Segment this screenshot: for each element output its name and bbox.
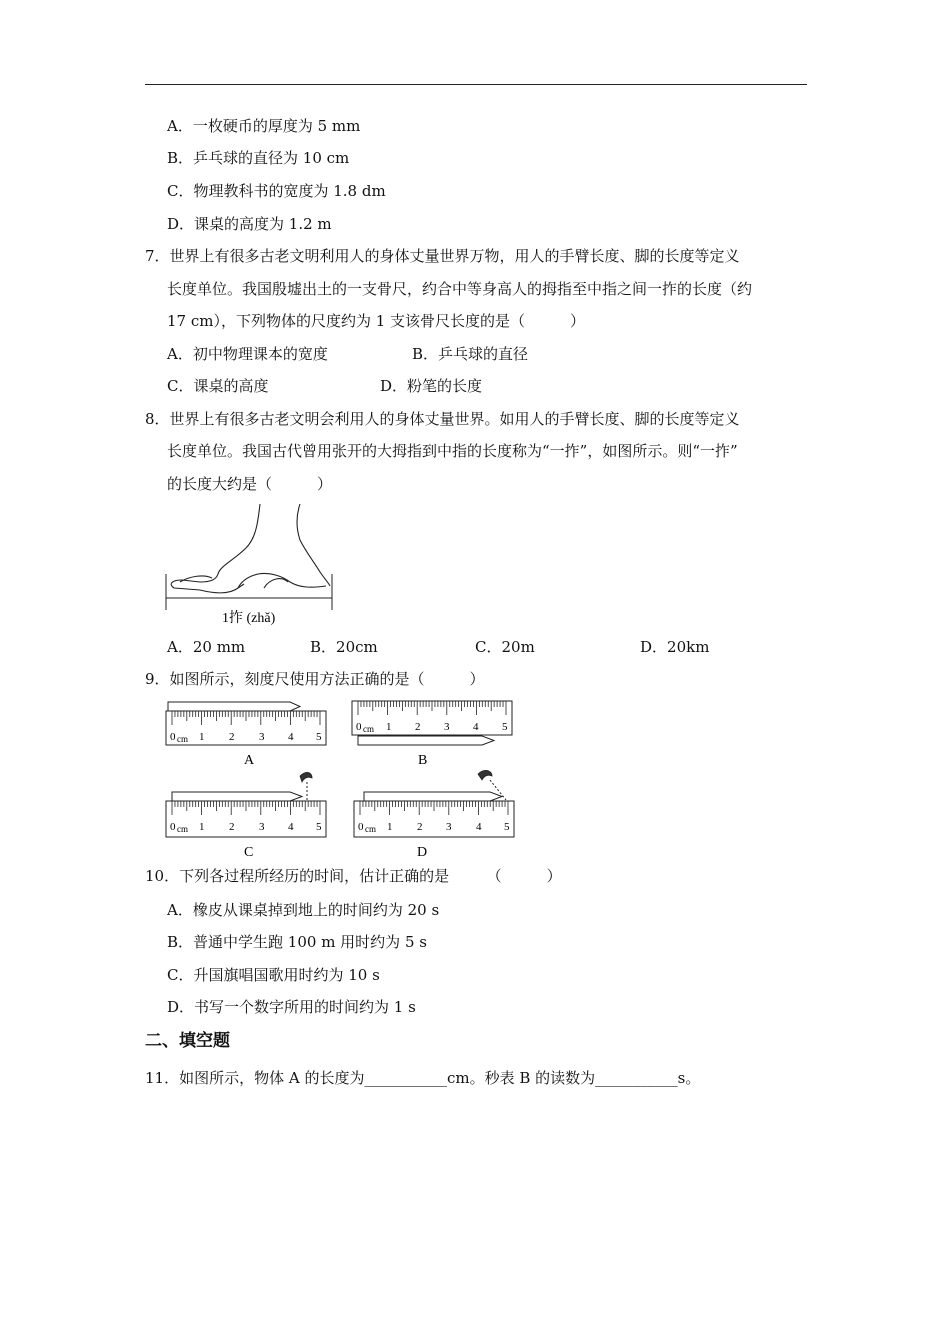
q8-stem-line-1: 8．世界上有很多古老文明会利用人的身体丈量世界。如用人的手臂长度、脚的长度等定义 — [145, 410, 740, 428]
q10-option-b: B．普通中学生跑 100 m 用时约为 5 s — [167, 933, 427, 951]
q10-option-c: C．升国旗唱国歌用时约为 10 s — [167, 966, 380, 984]
panel-c-pencil — [172, 792, 302, 801]
panel-a-1: 1 — [199, 731, 205, 743]
q6-option-a: A．一枚硬币的厚度为 5 mm — [167, 117, 361, 135]
hand-span-figure — [160, 502, 340, 632]
ruler-usage-figure — [160, 694, 530, 864]
panel-b-1: 1 — [386, 721, 392, 733]
q7-stem-line-1: 7．世界上有很多古老文明利用人的身体丈量世界万物，用人的手臂长度、脚的长度等定义 — [145, 247, 740, 265]
header-rule — [145, 84, 807, 85]
q8-option-b: B．20cm — [310, 638, 378, 656]
q6-option-b: B．乒乓球的直径为 10 cm — [167, 149, 350, 167]
panel-b-2: 2 — [415, 721, 421, 733]
panel-d-4: 4 — [476, 821, 482, 833]
panel-b-zero: 0 — [356, 721, 362, 733]
q8-stem-line-3: 的长度大约是（ ） — [167, 475, 333, 493]
q7-option-d: D．粉笔的长度 — [380, 377, 483, 395]
panel-c-1: 1 — [199, 821, 205, 833]
q7-option-b: B．乒乓球的直径 — [412, 345, 529, 363]
panel-a-2: 2 — [229, 731, 235, 743]
hand-drawing — [171, 504, 330, 593]
panel-c-label: C — [244, 845, 254, 860]
panel-a — [166, 702, 326, 768]
panel-c-zero: 0 — [170, 821, 176, 833]
q6-option-c: C．物理教科书的宽度为 1.8 dm — [167, 182, 386, 200]
panel-a-4: 4 — [288, 731, 294, 743]
q7-option-a: A．初中物理课本的宽度 — [167, 345, 328, 363]
panel-b-unit: cm — [363, 724, 374, 734]
panel-d — [354, 770, 514, 860]
panel-c-4: 4 — [288, 821, 294, 833]
q8-stem-line-2: 长度单位。我国古代曾用张开的大拇指到中指的长度称为“一拃”，如图所示。则“一拃” — [167, 442, 738, 460]
panel-d-label: D — [417, 845, 428, 860]
panel-d-1: 1 — [387, 821, 393, 833]
q7-stem-line-3: 17 cm），下列物体的尺度约为 1 支该骨尺长度的是（ ） — [167, 312, 586, 330]
panel-b-label: B — [418, 753, 428, 768]
panel-b-pencil — [358, 736, 494, 745]
panel-d-3: 3 — [446, 821, 452, 833]
panel-b — [352, 701, 512, 768]
q11-stem: 11．如图所示，物体 A 的长度为___________cm。秒表 B 的读数为___________s。 — [145, 1069, 701, 1087]
panel-c-eye-icon — [300, 772, 312, 782]
panel-c-unit: cm — [177, 824, 188, 834]
q9-stem: 9．如图所示，刻度尺使用方法正确的是（ ） — [145, 670, 485, 688]
panel-a-pencil — [168, 702, 300, 711]
panel-a-unit: cm — [177, 734, 188, 744]
span-label: 1拃 (zhǎ) — [222, 611, 276, 626]
panel-c — [166, 772, 326, 860]
q8-option-d: D．20km — [640, 638, 710, 656]
panel-d-zero: 0 — [358, 821, 364, 833]
panel-d-unit: cm — [365, 824, 376, 834]
panel-a-zero: 0 — [170, 731, 176, 743]
panel-b-4: 4 — [473, 721, 479, 733]
panel-c-3: 3 — [259, 821, 265, 833]
q7-option-c: C．课桌的高度 — [167, 377, 269, 395]
panel-d-5: 5 — [504, 821, 510, 833]
q8-option-c: C．20m — [475, 638, 535, 656]
q6-option-d: D．课桌的高度为 1.2 m — [167, 215, 332, 233]
q10-option-d: D．书写一个数字所用的时间约为 1 s — [167, 998, 416, 1016]
panel-b-5: 5 — [502, 721, 508, 733]
panel-a-3: 3 — [259, 731, 265, 743]
q7-stem-line-2: 长度单位。我国殷墟出土的一支骨尺，约合中等身高人的拇指至中指之间一拃的长度（约 — [167, 280, 753, 298]
panel-d-2: 2 — [417, 821, 423, 833]
panel-c-2: 2 — [229, 821, 235, 833]
q8-option-a: A．20 mm — [167, 638, 246, 656]
q10-option-a: A．橡皮从课桌掉到地上的时间约为 20 s — [167, 901, 440, 919]
panel-b-3: 3 — [444, 721, 450, 733]
panel-d-pencil — [364, 792, 502, 801]
panel-d-eye-icon — [478, 770, 492, 780]
panel-a-label: A — [244, 753, 255, 768]
section-title-fill-in: 二、填空题 — [145, 1031, 230, 1051]
panel-a-5: 5 — [316, 731, 322, 743]
q10-stem: 10．下列各过程所经历的时间，估计正确的是 （ ） — [145, 867, 562, 885]
panel-c-5: 5 — [316, 821, 322, 833]
